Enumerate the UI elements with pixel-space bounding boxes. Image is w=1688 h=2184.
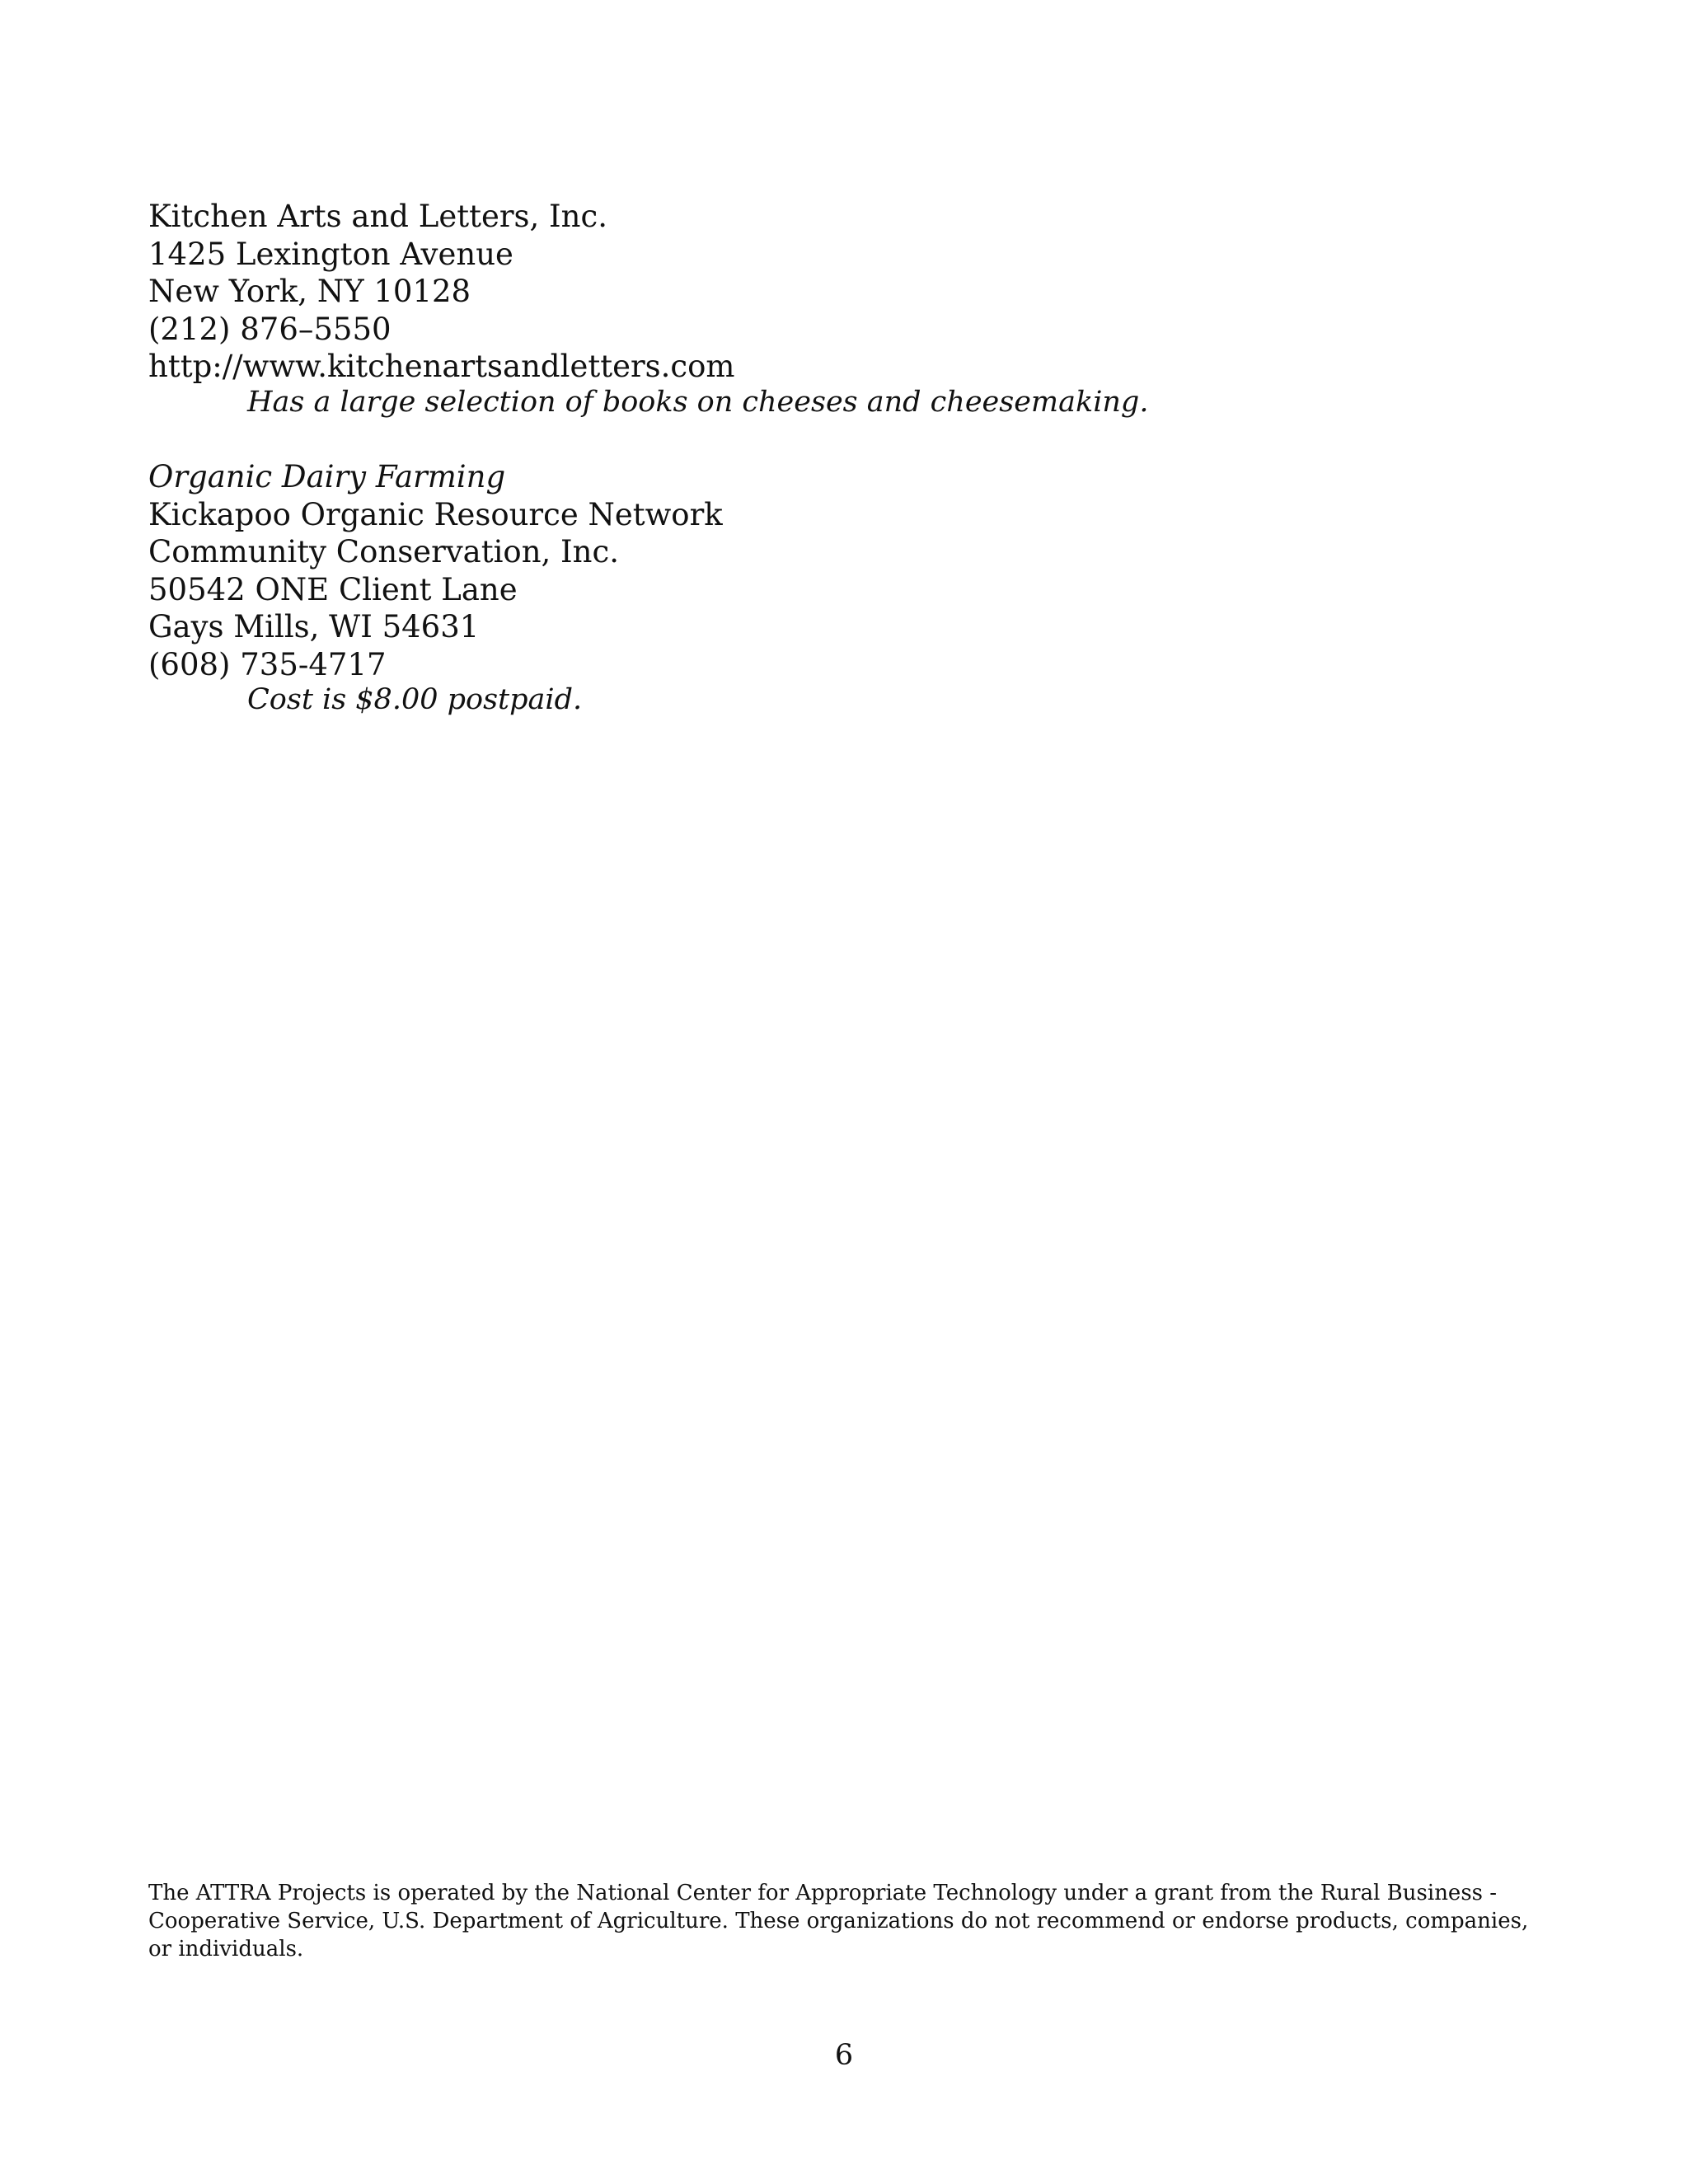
entry-note: Cost is $8.00 postpaid. xyxy=(247,683,583,716)
resource-entry-organic-dairy xyxy=(148,458,1550,716)
street-address: 50542 ONE Client Lane xyxy=(148,571,518,607)
entry-note: Has a large selection of books on cheeses and cheesemaking. xyxy=(247,385,1149,419)
website-url[interactable]: http://www.kitchenartsandletters.com xyxy=(148,349,735,384)
organization-name: Kickapoo Organic Resource Network xyxy=(148,496,723,532)
page-number: 6 xyxy=(834,2039,854,2072)
publication-title: Organic Dairy Farming xyxy=(148,459,506,494)
city-state-zip: New York, NY 10128 xyxy=(148,274,471,309)
phone-number: (212) 876–5550 xyxy=(148,311,392,347)
resource-entry-kitchen-arts xyxy=(148,198,1550,419)
footer-disclaimer: The ATTRA Projects is operated by the National Center for Appropriate Technology under a grant from the Rural Business - Cooperative Service, U.S. Department of Agriculture. These organizations do not recommend or endorse products, companies, or individuals. xyxy=(148,1881,1529,1961)
street-address: 1425 Lexington Avenue xyxy=(148,236,513,272)
phone-number: (608) 735-4717 xyxy=(148,646,387,682)
organization-name: Kitchen Arts and Letters, Inc. xyxy=(148,199,607,234)
organization-parent: Community Conservation, Inc. xyxy=(148,534,619,569)
city-state-zip: Gays Mills, WI 54631 xyxy=(148,609,480,644)
